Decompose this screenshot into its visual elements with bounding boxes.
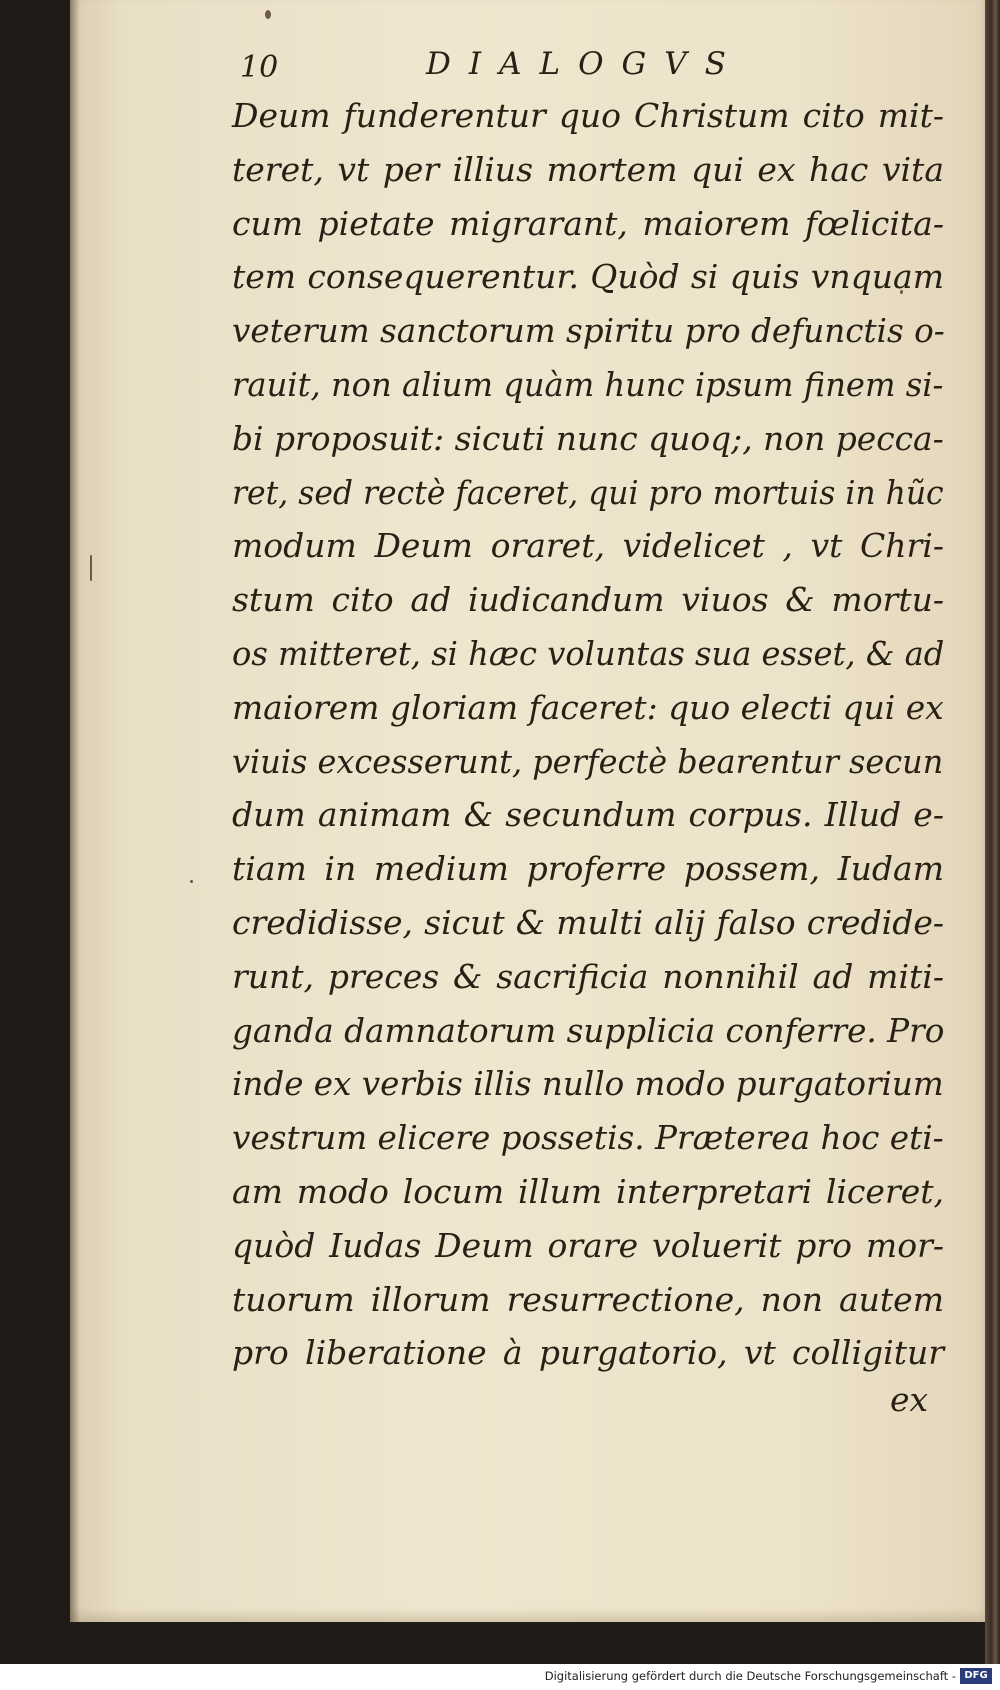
footer-bar (0, 1664, 1000, 1690)
text-line: os mitteret, si hæc voluntas sua esset, & ad (232, 633, 945, 673)
text-line: teret, vt per illius mortem qui ex hac vita (232, 149, 944, 189)
text-line: tiam in medium proferre possem, Iudam (232, 849, 944, 889)
paper-speck (265, 10, 271, 19)
text-line: runt, preces & sacrificia nonnihil ad miti- (232, 956, 944, 996)
page-gutter-shadow (70, 0, 80, 1622)
book-edge (985, 0, 1000, 1664)
catchword: ex (890, 1380, 929, 1419)
text-line: inde ex verbis illis nullo modo purgatorium (232, 1064, 944, 1104)
text-line: vestrum elicere possetis. Præterea hoc eti- (232, 1118, 944, 1158)
text-line: bi proposuit: sicuti nunc quoq;, non pecca- (232, 418, 944, 458)
page-header (240, 46, 940, 90)
text-block (232, 89, 944, 1380)
funding-credit: Digitalisierung gefördert durch die Deutsche Forschungsgemeinschaft - (544, 1669, 956, 1683)
text-line: quòd Iudas Deum orare voluerit pro mor- (232, 1225, 944, 1265)
text-line: am modo locum illum interpretari liceret, (232, 1171, 944, 1211)
dfg-logo: DFG (960, 1668, 992, 1684)
text-line: cum pietate migrarant, maiorem fœlicita- (232, 203, 944, 243)
text-line: stum cito ad iudicandum viuos & mortu- (232, 580, 944, 620)
text-line: veterum sanctorum spiritu pro defunctis o- (232, 311, 945, 351)
page-number: 10 (240, 50, 279, 85)
book-page (70, 0, 985, 1622)
text-line: modum Deum oraret, videlicet , vt Chri- (232, 526, 944, 566)
text-line: tem consequerentur. Quòd si quis vnquam (232, 257, 944, 297)
text-line: credidisse, sicut & multi alij falso credide- (232, 902, 944, 942)
text-line: ganda damnatorum supplicia conferre. Pro (232, 1010, 945, 1050)
text-line: Deum funderentur quo Christum cito mit- (232, 96, 944, 135)
text-line: pro liberatione à purgatorio, vt colligitur (232, 1333, 944, 1373)
text-line: viuis excesserunt, perfectè bearentur secun (232, 741, 944, 781)
text-line: tuorum illorum resurrectione, non autem (232, 1279, 944, 1319)
paper-speck (90, 555, 92, 581)
text-line: maiorem gloriam faceret: quo electi qui ex (232, 687, 944, 727)
text-line: rauit, non alium quàm hunc ipsum finem si- (232, 364, 944, 404)
text-line: dum animam & secundum corpus. Illud e- (232, 795, 944, 835)
running-head: DIALOGVS (426, 46, 744, 82)
text-line: ret, sed rectè faceret, qui pro mortuis in hũc (232, 472, 944, 512)
paper-speck (190, 880, 193, 883)
